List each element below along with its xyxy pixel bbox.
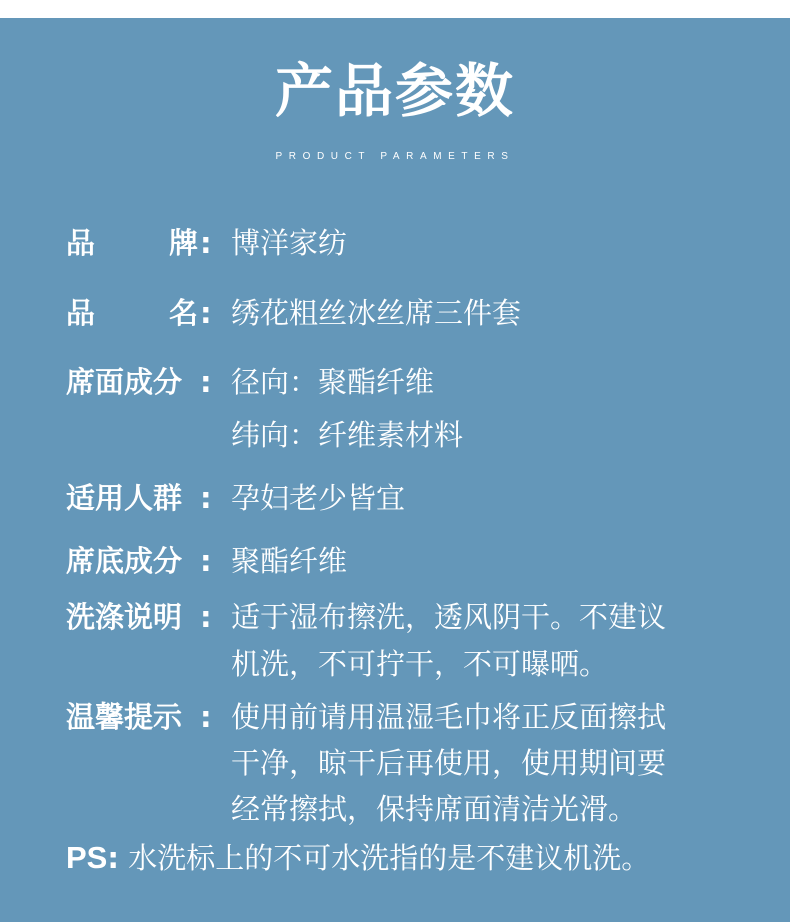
param-label-name: 品 名: [66, 296, 198, 330]
ps-note: [66, 833, 766, 883]
param-label-washing: 洗涤说明: [66, 600, 183, 634]
param-label-bottom: 席底成分: [66, 544, 183, 578]
param-colon: :: [200, 481, 212, 515]
ps-text: 水洗标上的不可水洗指的是不建议机洗。: [128, 841, 651, 875]
param-value-surface-warp: 径向：聚酯纤维: [231, 365, 435, 399]
param-label-audience: 适用人群: [66, 481, 183, 515]
param-colon: :: [200, 365, 212, 399]
param-label-surface: 席面成分: [66, 365, 183, 399]
param-colon: :: [200, 700, 212, 734]
param-value-name: 绣花粗丝冰丝席三件套: [231, 296, 522, 330]
param-value-tips-line1: 使用前请用温湿毛巾将正反面擦拭: [231, 700, 667, 734]
parameters-panel: [0, 18, 790, 922]
param-colon: :: [200, 544, 212, 578]
param-label-brand: 品 牌: [66, 226, 198, 260]
param-label-tips: 温馨提示: [66, 700, 183, 734]
param-colon: :: [200, 226, 212, 260]
param-value-washing-line1: 适于湿布擦洗，透风阴干。不建议: [231, 600, 667, 634]
page-title: 产品参数: [274, 57, 515, 125]
param-colon: :: [200, 296, 212, 330]
ps-label: PS: [66, 840, 108, 875]
param-value-tips-line3: 经常擦拭，保持席面清洁光滑。: [231, 792, 638, 826]
param-value-brand: 博洋家纺: [231, 226, 348, 260]
param-value-audience: 孕妇老少皆宜: [231, 481, 406, 515]
ps-colon: :: [107, 841, 119, 875]
param-value-bottom: 聚酯纤维: [231, 544, 348, 578]
page-subtitle: PRODUCT PARAMETERS: [275, 151, 515, 162]
param-value-surface-weft: 纬向：纤维素材料: [231, 418, 464, 452]
param-value-washing-line2: 机洗，不可拧干，不可曝晒。: [231, 647, 609, 681]
param-colon: :: [200, 600, 212, 634]
param-value-tips-line2: 干净，晾干后再使用，使用期间要: [231, 746, 667, 780]
